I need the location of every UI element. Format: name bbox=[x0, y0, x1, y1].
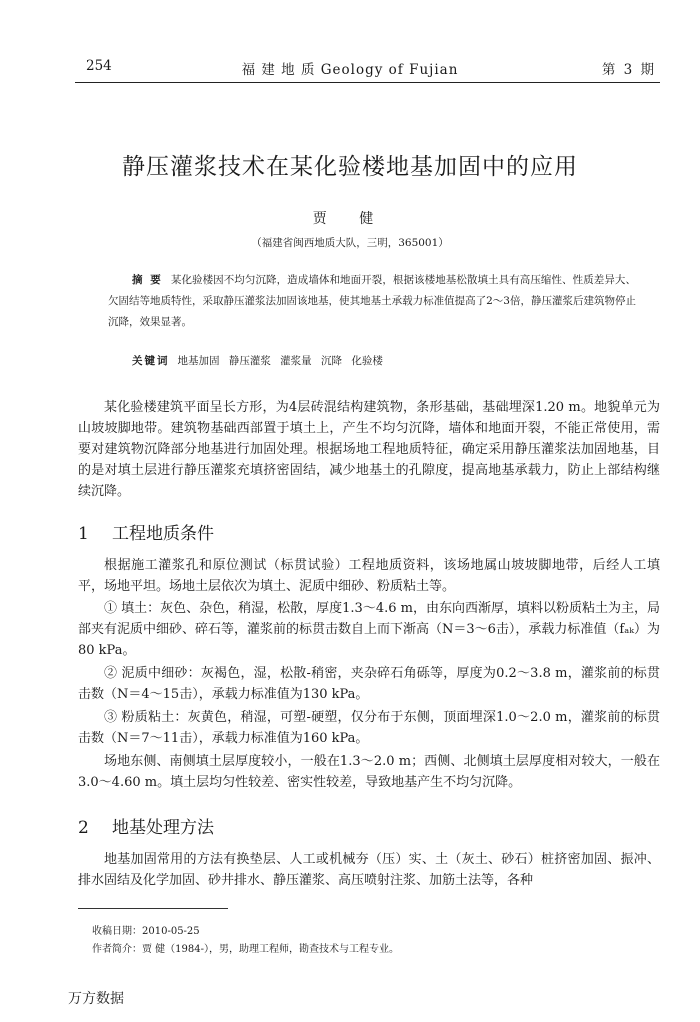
author-name: 贾 健 bbox=[312, 211, 388, 227]
section-number: 1 bbox=[78, 524, 89, 544]
section-number: 2 bbox=[78, 818, 89, 838]
intro-paragraph: 某化验楼建筑平面呈长方形，为4层砖混结构建筑物，条形基础，基础埋深1.20 m。地貌单元为山坡坡脚地带。建筑物基础西部置于填土上，产生不均匀沉降，墙体和地面开裂，不能正常使用，需要对建筑物沉降部分地基进行加固处理。根据场地工程地质特征，确定采用静压灌浆法加固地基，目的是对填土层进行静压灌浆充填挤密固结，减少地基土的孔隙度，提高地基承载力，防止上部结构继续沉降。 bbox=[78, 400, 660, 499]
header-rule bbox=[75, 82, 660, 83]
section-2-heading bbox=[78, 813, 214, 838]
section-title: 地基处理方法 bbox=[112, 818, 214, 838]
issue-number: 第 3 期 bbox=[601, 62, 656, 78]
section-title: 工程地质条件 bbox=[112, 524, 214, 544]
footnote-rule bbox=[78, 908, 228, 909]
author-affiliation: （福建省闽西地质大队，三明，365001） bbox=[251, 237, 449, 249]
keywords-text: 地基加固 静压灌浆 灌浆量 沉降 化验楼 bbox=[177, 355, 383, 367]
keywords bbox=[132, 353, 383, 368]
section-1-paragraph: ② 泥质中细砂：灰褐色，湿，松散-稍密，夹杂碎石角砾等，厚度为0.2～3.8 m，灌浆前的标贯击数（N＝4～15击），承载力标准值为130 kPa。 bbox=[78, 666, 660, 702]
author-bio: 作者简介：贾 健（1984-），男，助理工程师，勘查技术与工程专业。 bbox=[92, 944, 400, 955]
article-title: 静压灌浆技术在某化验楼地基加固中的应用 bbox=[122, 154, 578, 180]
section-1-paragraph: 根据施工灌浆孔和原位测试（标贯试验）工程地质资料，该场地属山坡坡脚地带，后经人工填平，场地平坦。场地土层依次为填土、泥质中细砂、粉质粘土等。 bbox=[78, 558, 660, 594]
abstract-label: 摘 要 bbox=[132, 274, 163, 286]
received-date: 收稿日期：2010-05-25 bbox=[92, 926, 200, 937]
journal-name: 福 建 地 质 Geology of Fujian bbox=[241, 62, 459, 78]
watermark: 万方数据 bbox=[68, 991, 124, 1007]
section-1-paragraph: 场地东侧、南侧填土层厚度较小，一般在1.3～2.0 m；西侧、北侧填土层厚度相对较大，一般在3.0～4.60 m。填土层均匀性较差、密实性较差，导致地基产生不均匀沉降。 bbox=[78, 754, 660, 790]
section-1-heading bbox=[78, 519, 214, 544]
section-1-paragraph: ③ 粉质粘土：灰黄色，稍湿，可塑-硬塑，仅分布于东侧，顶面埋深1.0～2.0 m，灌浆前的标贯击数（N＝7～11击），承载力标准值为160 kPa。 bbox=[78, 710, 660, 746]
section-1-paragraph: ① 填土：灰色、杂色，稍湿，松散，厚度1.3～4.6 m，由东向西渐厚，填料以粉质粘土为主，局部夹有泥质中细砂、碎石等，灌浆前的标贯击数自上而下渐高（N＝3～6击），承载力标准值（fₐₖ）为80 kPa。 bbox=[78, 601, 660, 658]
section-2-paragraph: 地基加固常用的方法有换垫层、人工或机械夯（压）实、土（灰土、砂石）桩挤密加固、振冲、排水固结及化学加固、砂井排水、静压灌浆、高压喷射注浆、加筋土法等，各种 bbox=[78, 852, 660, 888]
abstract-text: 某化验楼因不均匀沉降，造成墙体和地面开裂，根据该楼地基松散填土具有高压缩性、性质差异大、欠固结等地质特性，采取静压灌浆法加固该地基，使其地基土承载力标准值提高了2～3倍，静压灌浆后建筑物停止沉降，效果显著。 bbox=[108, 274, 636, 328]
abstract bbox=[108, 270, 636, 333]
page-number: 254 bbox=[86, 58, 112, 74]
keywords-label: 关键词 bbox=[132, 355, 170, 367]
